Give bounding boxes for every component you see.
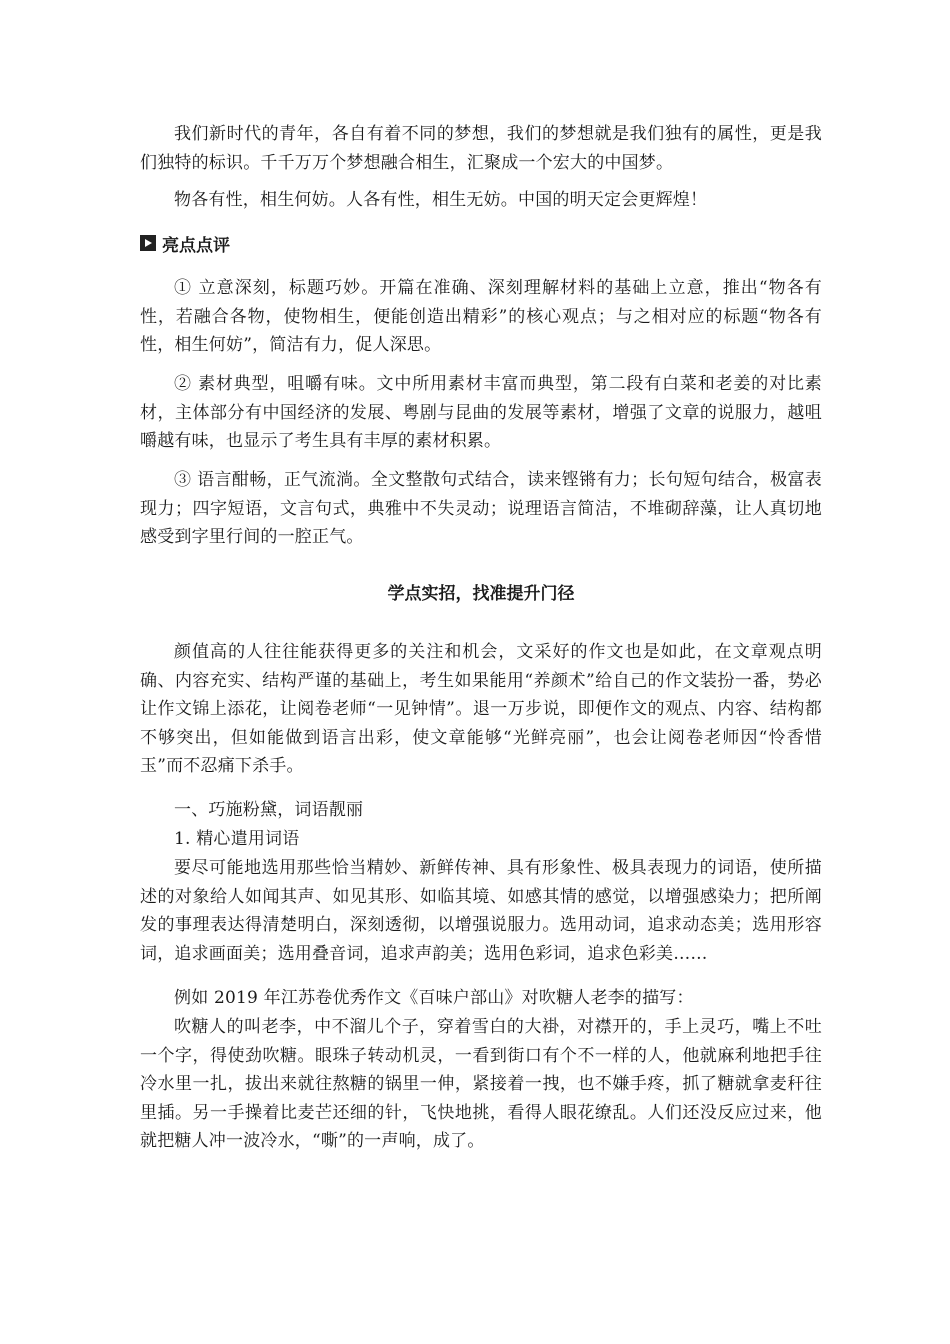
play-icon [140,235,156,251]
intro-paragraph-1: 我们新时代的青年，各自有着不同的梦想，我们的梦想就是我们独有的属性，更是我们独特的标识。千千万万个梦想融合相生，汇聚成一个宏大的中国梦。 [140,124,822,173]
highlight-item-1: ① 立意深刻，标题巧妙。开篇在准确、深刻理解材料的基础上立意，推出“物各有性，若融合各物，使物相生，便能创造出精彩”的核心观点；与之相对应的标题“物各有性，相生何妨”，简洁有力，促人深思。 [140,278,822,355]
highlights-heading-text: 亮点点评 [162,235,230,256]
lesson-title: 学点实招，找准提升门径 [387,584,575,604]
highlights-heading [140,230,230,256]
subsection-heading-1: 1. 精心遣用词语 [174,829,300,849]
section-heading-1: 一、巧施粉黛，词语靓丽 [174,800,364,820]
intro-paragraph-2: 物各有性，相生何妨。人各有性，相生无妨。中国的明天定会更辉煌！ [174,190,708,210]
subsection-text-1: 要尽可能地选用那些恰当精妙、新鲜传神、具有形象性、极具表现力的词语，使所描述的对象给人如闻其声、如见其形、如临其境、如感其情的感觉，以增强感染力；把所阐发的事理表达得清楚明白，深刻透彻，以增强说服力。选用动词，追求动态美；选用形容词，追求画面美；选用叠音词，追求声韵美；选用色彩词，追求色彩美…… [140,858,822,964]
highlight-item-3: ③ 语言酣畅，正气流淌。全文整散句式结合，读来铿锵有力；长句短句结合，极富表现力；四字短语，文言句式，典雅中不失灵动；说理语言简洁，不堆砌辞藻，让人真切地感受到字里行间的一腔正气。 [140,470,822,547]
lesson-intro: 颜值高的人往往能获得更多的关注和机会，文采好的作文也是如此，在文章观点明确、内容充实、结构严谨的基础上，考生如果能用“养颜术”给自己的作文装扮一番，势必让作文锦上添花，让阅卷老师“一见钟情”。退一万步说，即便作文的观点、内容、结构都不够突出，但如能做到语言出彩，使文章能够“光鲜亮丽”，也会让阅卷老师因“怜香惜玉”而不忍痛下杀手。 [140,642,822,776]
example-intro: 例如 2019 年江苏卷优秀作文《百味户部山》对吹糖人老李的描写： [174,988,694,1008]
highlight-item-2: ② 素材典型，咀嚼有味。文中所用素材丰富而典型，第二段有白菜和老姜的对比素材，主体部分有中国经济的发展、粤剧与昆曲的发展等素材，增强了文章的说服力，越咀嚼越有味，也显示了考生具有丰厚的素材积累。 [140,374,822,451]
example-text: 吹糖人的叫老李，中不溜儿个子，穿着雪白的大褂，对襟开的，手上灵巧，嘴上不吐一个字，得使劲吹糖。眼珠子转动机灵，一看到街口有个不一样的人，他就麻利地把手往冷水里一扎，拔出来就往熬糖的锅里一伸，紧接着一拽，也不嫌手疼，抓了糖就拿麦秆往里插。另一手操着比麦芒还细的针，飞快地挑，看得人眼花缭乱。人们还没反应过来，他就把糖人冲一波冷水，“嘶”的一声响，成了。 [140,1017,822,1151]
